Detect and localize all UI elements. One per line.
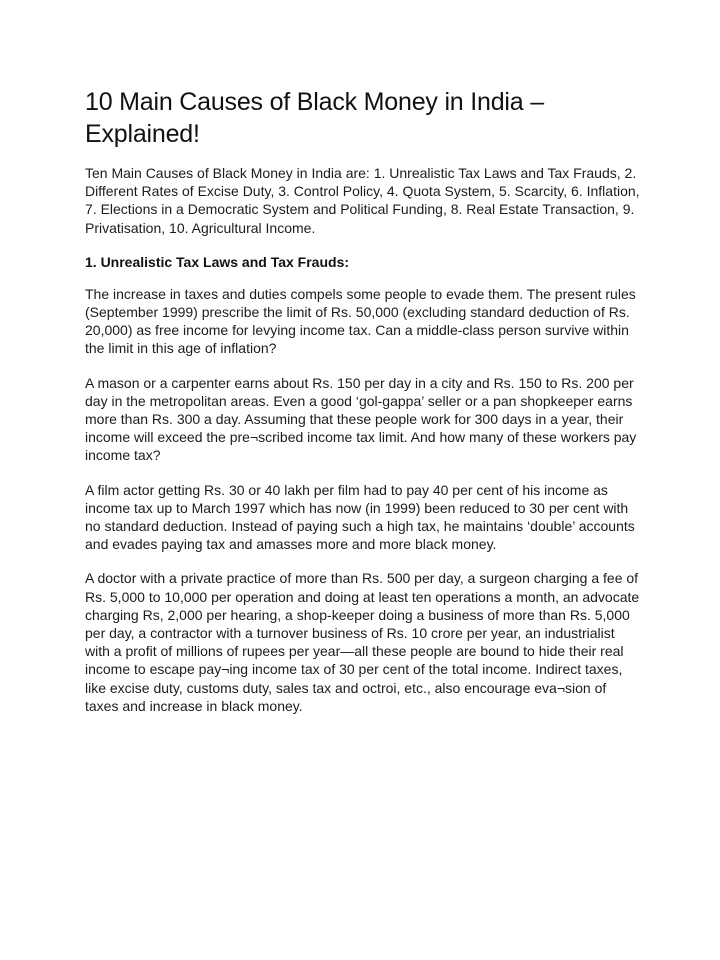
body-paragraph: A mason or a carpenter earns about Rs. 150 per day in a city and Rs. 150 to Rs. 200 per day in the metropolitan areas. Even a good ‘gol-gappa’ seller or a pan shopkeeper earns more than Rs. 300 a day. Assuming that these people work for 300 days in a year, their income will exceed the pre¬scribed income tax limit. And how many of these workers pay income tax? xyxy=(85,374,637,464)
body-paragraph: A doctor with a private practice of more than Rs. 500 per day, a surgeon charging a fee of Rs. 5,000 to 10,000 per operation and doing at least ten operations a month, an advocate charging Rs, 2,000 per hearing, a shop-keeper doing a business of more than Rs. 5,000 per day, a contractor with a turnover business of Rs. 10 crore per year, an industrialist with a profit of millions of rupees per year—all these people are bound to hide their real income to escape pay¬ing income tax of 30 per cent of the total income. Indirect taxes, like excise duty, customs duty, sales tax and octroi, etc., also encourage eva¬sion of taxes and increase in black money. xyxy=(85,570,640,714)
body-paragraph: A film actor getting Rs. 30 or 40 lakh per film had to pay 40 per cent of his income as income tax up to March 1997 which has now (in 1999) been reduced to 30 per cent with no standard deduction. Instead of paying such a high tax, he maintains ‘double’ accounts and evades paying tax and amasses more and more black money. xyxy=(85,481,635,553)
body-paragraph: The increase in taxes and duties compels some people to evade them. The present rules (September 1999) prescribe the limit of Rs. 50,000 (excluding standard deduction of Rs. 20,000) as free income for levying income tax. Can a middle-class person survive within the limit in this age of inflation? xyxy=(85,285,636,357)
article xyxy=(85,86,640,731)
intro-paragraph: Ten Main Causes of Black Money in India are: 1. Unrealistic Tax Laws and Tax Frauds, 2. Different Rates of Excise Duty, 3. Control Policy, 4. Quota System, 5. Scarcity, 6. Inflation, 7. Elections in a Democratic System and Political Funding, 8. Real Estate Transaction, 9. Privatisation, 10. Agricultural Income. xyxy=(85,165,640,236)
page-title: 10 Main Causes of Black Money in India – Explained! xyxy=(85,88,544,148)
section-heading: 1. Unrealistic Tax Laws and Tax Frauds: xyxy=(85,253,350,270)
